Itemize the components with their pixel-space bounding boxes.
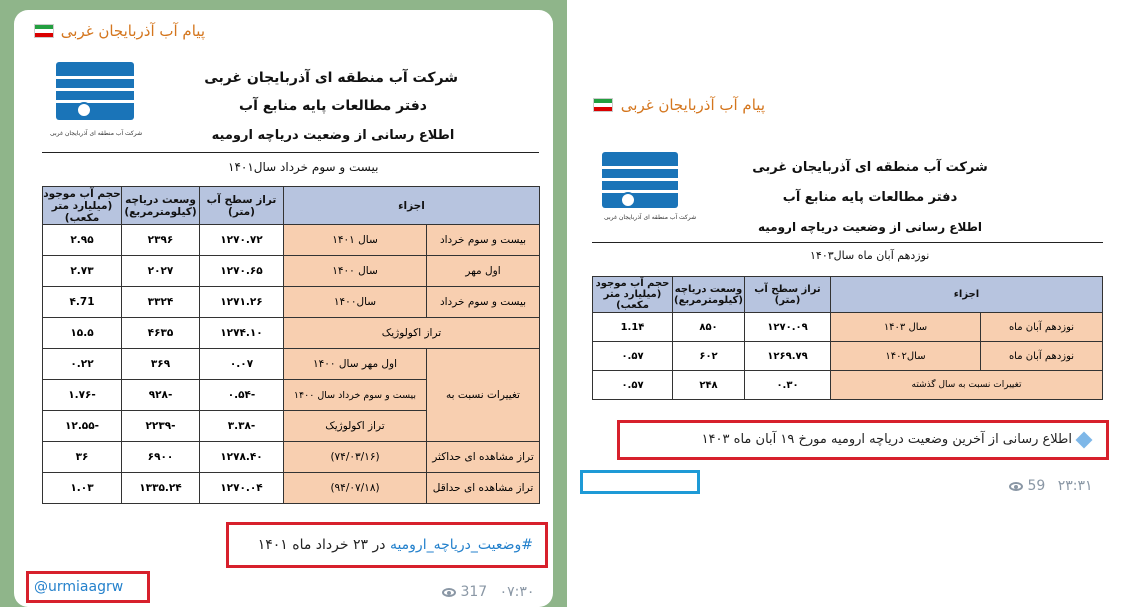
cell-level: ۰.۰۷ [200, 349, 284, 380]
cell-volume: -۱.۷۶ [43, 380, 122, 411]
channel-name[interactable]: پیام آب آذربایجان غربی [620, 96, 765, 114]
subject-title: اطلاع رسانی از وضعیت دریاچه ارومیه [757, 220, 982, 234]
cell-level: ۱۲۶۹.۷۹ [745, 342, 831, 371]
row-sublabel: (۷۴/۰۳/۱۶) [284, 442, 427, 473]
cell-level: ۱۲۷۰.۰۴ [200, 473, 284, 504]
caption-text: در ۲۳ خرداد ماه ۱۴۰۱ [257, 537, 390, 553]
cell-area: ۲۰۲۷ [122, 256, 200, 287]
message-card-2[interactable] [577, 84, 1110, 502]
row-sublabel: سال۱۴۰۲ [831, 342, 981, 371]
cell-area: ۳۳۲۴ [122, 287, 200, 318]
message-meta-2 [1009, 478, 1093, 494]
logo-caption: شرکت آب منطقه ای آذربایجان غربی [50, 130, 143, 137]
cell-area: ۴۶۳۵ [122, 318, 200, 349]
hashtag-link[interactable]: #وضعیت_دریاچه_ارومیه [389, 537, 533, 553]
cell-area: ۸۵۰ [673, 313, 745, 342]
cell-volume: ۰.۵۷ [593, 342, 673, 371]
row-label: تراز مشاهده ای حداقل [427, 473, 540, 504]
cell-level: ۱۲۷۰.۶۵ [200, 256, 284, 287]
table-row [593, 371, 1103, 400]
lake-status-table-2 [592, 276, 1103, 400]
lake-status-table-1 [42, 186, 540, 504]
col-area: وسعت دریاچه (کیلومترمربع) [673, 277, 745, 313]
logo-caption: شرکت آب منطقه ای آذربایجان غربی [604, 214, 697, 221]
cell-volume: ۲.۹۵ [43, 225, 122, 256]
table-row [43, 473, 540, 504]
dept-title: دفتر مطالعات پایه منابع آب [239, 98, 427, 114]
row-sublabel: بیست و سوم خرداد سال ۱۴۰۰ [284, 380, 427, 411]
row-sublabel: (۹۴/۰۷/۱۸) [284, 473, 427, 504]
cell-volume: ۰.۲۲ [43, 349, 122, 380]
cell-area: ۲۳۹۶ [122, 225, 200, 256]
row-label: بیست و سوم خرداد [427, 287, 540, 318]
row-sublabel: سال ۱۴۰۳ [831, 313, 981, 342]
iran-flag-icon [593, 98, 613, 112]
water-logo-icon [50, 62, 143, 142]
water-logo-icon [596, 152, 697, 232]
cell-area: ۳۶۹ [122, 349, 200, 380]
cell-volume: -۱۲.۵۵ [43, 411, 122, 442]
row-label: تغییرات نسبت به سال گذشته [831, 371, 1103, 400]
cell-area: ۲۴۸ [673, 371, 745, 400]
report-image-1[interactable] [28, 52, 540, 512]
change-group-label: تغییرات نسبت به [427, 349, 540, 442]
row-sublabel: سال ۱۴۰۰ [284, 256, 427, 287]
view-count: 59 [1027, 478, 1046, 494]
message-meta-1 [442, 584, 534, 600]
username-box[interactable] [26, 571, 150, 603]
cell-area: ۶۹۰۰ [122, 442, 200, 473]
iran-flag-icon [34, 24, 54, 38]
cell-level: -۰.۵۴ [200, 380, 284, 411]
cell-level: ۱۲۷۰.۷۲ [200, 225, 284, 256]
diamond-icon [1076, 431, 1093, 448]
org-title: شرکت آب منطقه ای آذربایجان غربی [752, 160, 988, 175]
row-sublabel: تراز اکولوژیک [284, 411, 427, 442]
row-sublabel: اول مهر سال ۱۴۰۰ [284, 349, 427, 380]
view-count: 317 [460, 584, 488, 600]
table-row [43, 225, 540, 256]
report-date: نوزدهم آبان ماه سال۱۴۰۳ [810, 249, 930, 262]
channel-name[interactable]: پیام آب آذربایجان غربی [60, 22, 205, 40]
redacted-username-box[interactable] [580, 470, 700, 494]
row-sublabel: سال ۱۴۰۱ [284, 225, 427, 256]
col-area: وسعت دریاچه (کیلومترمربع) [122, 187, 200, 225]
cell-level: ۱۲۷۰.۰۹ [745, 313, 831, 342]
message-card-1[interactable] [14, 10, 553, 607]
cell-area: ۶۰۲ [673, 342, 745, 371]
table-row [43, 349, 540, 380]
col-parts: اجزاء [284, 187, 540, 225]
row-label: نوزدهم آبان ماه [981, 313, 1103, 342]
cell-volume: ۲.۷۳ [43, 256, 122, 287]
table-row [43, 256, 540, 287]
table-row [593, 342, 1103, 371]
message-time: ۲۳:۳۱ [1057, 478, 1093, 494]
cell-volume: 1.1۴ [593, 313, 673, 342]
cell-level: ۰.۳۰ [745, 371, 831, 400]
message-time: ۰۷:۳۰ [499, 584, 535, 600]
col-level: تراز سطح آب (متر) [200, 187, 284, 225]
cell-level: ۱۲۷۴.۱۰ [200, 318, 284, 349]
report-date: بیست و سوم خرداد سال۱۴۰۱ [228, 160, 379, 174]
table-row [43, 318, 540, 349]
col-volume: حجم آب موجود (میلیارد متر مکعب) [593, 277, 673, 313]
row-label: تراز اکولوژیک [284, 318, 540, 349]
cell-area: -۲۲۳۹ [122, 411, 200, 442]
col-parts: اجزاء [831, 277, 1103, 313]
message-caption-2[interactable] [617, 420, 1109, 460]
cell-volume: ۱۵.۵ [43, 318, 122, 349]
views-eye-icon [1009, 482, 1023, 491]
table-row [593, 313, 1103, 342]
cell-level: ۱۲۷۸.۴۰ [200, 442, 284, 473]
row-label: تراز مشاهده ای حداکثر [427, 442, 540, 473]
cell-area: -۹۲۸ [122, 380, 200, 411]
views-eye-icon [442, 588, 456, 597]
cell-volume: ۱.۰۳ [43, 473, 122, 504]
cell-level: -۳.۳۸ [200, 411, 284, 442]
report-image-2[interactable] [580, 126, 1108, 416]
dept-title: دفتر مطالعات پایه منابع آب [782, 190, 958, 205]
row-label: بیست و سوم خرداد [427, 225, 540, 256]
row-label: نوزدهم آبان ماه [981, 342, 1103, 371]
header-divider [592, 242, 1103, 243]
header-divider [42, 152, 539, 153]
username-link[interactable]: @urmiaagrw [34, 579, 124, 595]
subject-title: اطلاع رسانی از وضعیت دریاچه ارومیه [211, 128, 455, 143]
col-volume: حجم آب موجود (میلیارد متر مکعب) [43, 187, 121, 224]
message-caption-1[interactable] [226, 522, 548, 568]
caption-text: اطلاع رسانی از آخرین وضعیت دریاچه ارومیه مورخ ۱۹ آبان ماه ۱۴۰۳ [701, 432, 1072, 447]
cell-volume: ۴.71 [43, 287, 122, 318]
row-sublabel: سال۱۴۰۰ [284, 287, 427, 318]
cell-volume: ۳۶ [43, 442, 122, 473]
col-level: تراز سطح آب (متر) [745, 277, 831, 313]
org-title: شرکت آب منطقه ای آذربایجان غربی [204, 70, 458, 86]
cell-volume: ۰.۵۷ [593, 371, 673, 400]
table-row [43, 442, 540, 473]
table-row [43, 287, 540, 318]
cell-level: ۱۲۷۱.۲۶ [200, 287, 284, 318]
cell-area: ۱۳۳۵.۲۴ [122, 473, 200, 504]
row-label: اول مهر [427, 256, 540, 287]
